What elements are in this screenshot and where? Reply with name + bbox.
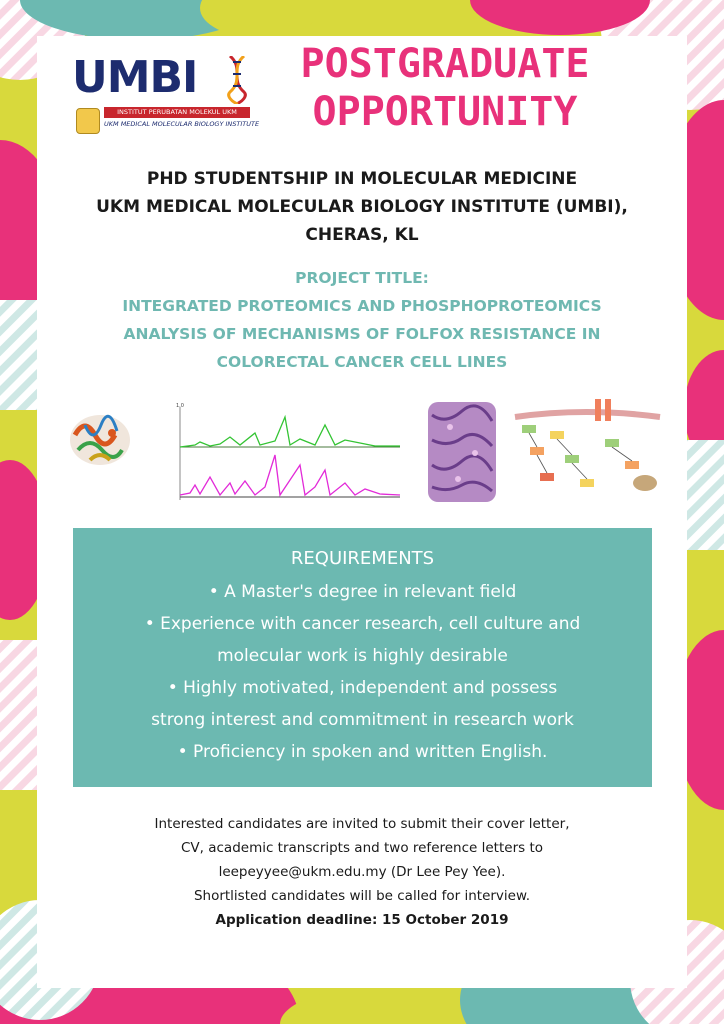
requirement-line: strong interest and commitment in research work bbox=[151, 710, 574, 730]
requirement-line: molecular work is highly desirable bbox=[217, 646, 508, 666]
logo-wordmark: UMBI bbox=[72, 52, 198, 103]
project-title-line3: COLORECTAL CANCER CELL LINES bbox=[216, 353, 508, 371]
contact-email-line: leepeyyee@ukm.edu.my (Dr Lee Pey Yee). bbox=[218, 864, 506, 880]
subtitle-line2: UKM MEDICAL MOLECULAR BIOLOGY INSTITUTE (UMBI), bbox=[96, 197, 628, 217]
project-label: PROJECT TITLE: bbox=[295, 269, 429, 287]
requirements-heading: REQUIREMENTS bbox=[290, 548, 435, 569]
application-deadline: Application deadline: 15 October 2019 bbox=[215, 912, 509, 928]
contact-line2: CV, academic transcripts and two reference letters to bbox=[180, 840, 544, 856]
requirement-line: • Highly motivated, independent and possess bbox=[167, 678, 558, 698]
requirement-line: • Proficiency in spoken and written English. bbox=[177, 742, 548, 762]
requirements-box bbox=[73, 528, 652, 787]
project-title-line2: ANALYSIS OF MECHANISMS OF FOLFOX RESISTANCE IN bbox=[123, 325, 601, 343]
position-subtitle bbox=[60, 165, 664, 249]
mass-spectrum-icon bbox=[175, 403, 400, 510]
ukm-emblem-icon bbox=[76, 108, 100, 134]
svg-text:1.0: 1.0 bbox=[176, 403, 184, 409]
umbi-logo bbox=[72, 52, 260, 138]
project-title-block bbox=[48, 264, 676, 376]
contact-line4: Shortlisted candidates will be called for interview. bbox=[193, 888, 531, 904]
figures-strip bbox=[60, 395, 670, 515]
signaling-pathway-icon bbox=[512, 399, 662, 505]
headline-line1: POSTGRADUATE bbox=[300, 41, 590, 87]
protein-structure-icon bbox=[70, 415, 130, 465]
logo-institute-malay: INSTITUT PERUBATAN MOLEKUL UKM bbox=[104, 107, 250, 118]
project-title-line1: INTEGRATED PROTEOMICS AND PHOSPHOPROTEOMICS bbox=[122, 297, 602, 315]
contact-line1: Interested candidates are invited to submit their cover letter, bbox=[154, 816, 570, 832]
subtitle-line1: PHD STUDENTSHIP IN MOLECULAR MEDICINE bbox=[146, 169, 578, 189]
requirement-line: • A Master's degree in relevant field bbox=[208, 582, 517, 602]
headline bbox=[250, 40, 640, 136]
contact-info bbox=[60, 812, 664, 932]
tissue-histology-icon bbox=[428, 402, 496, 502]
headline-line2: OPPORTUNITY bbox=[312, 89, 578, 135]
requirements-list bbox=[73, 576, 652, 768]
dna-helix-icon bbox=[226, 56, 248, 104]
subtitle-line3: CHERAS, KL bbox=[305, 225, 419, 245]
requirement-line: • Experience with cancer research, cell culture and bbox=[144, 614, 581, 634]
logo-institute-english: UKM MEDICAL MOLECULAR BIOLOGY INSTITUTE bbox=[104, 120, 260, 128]
